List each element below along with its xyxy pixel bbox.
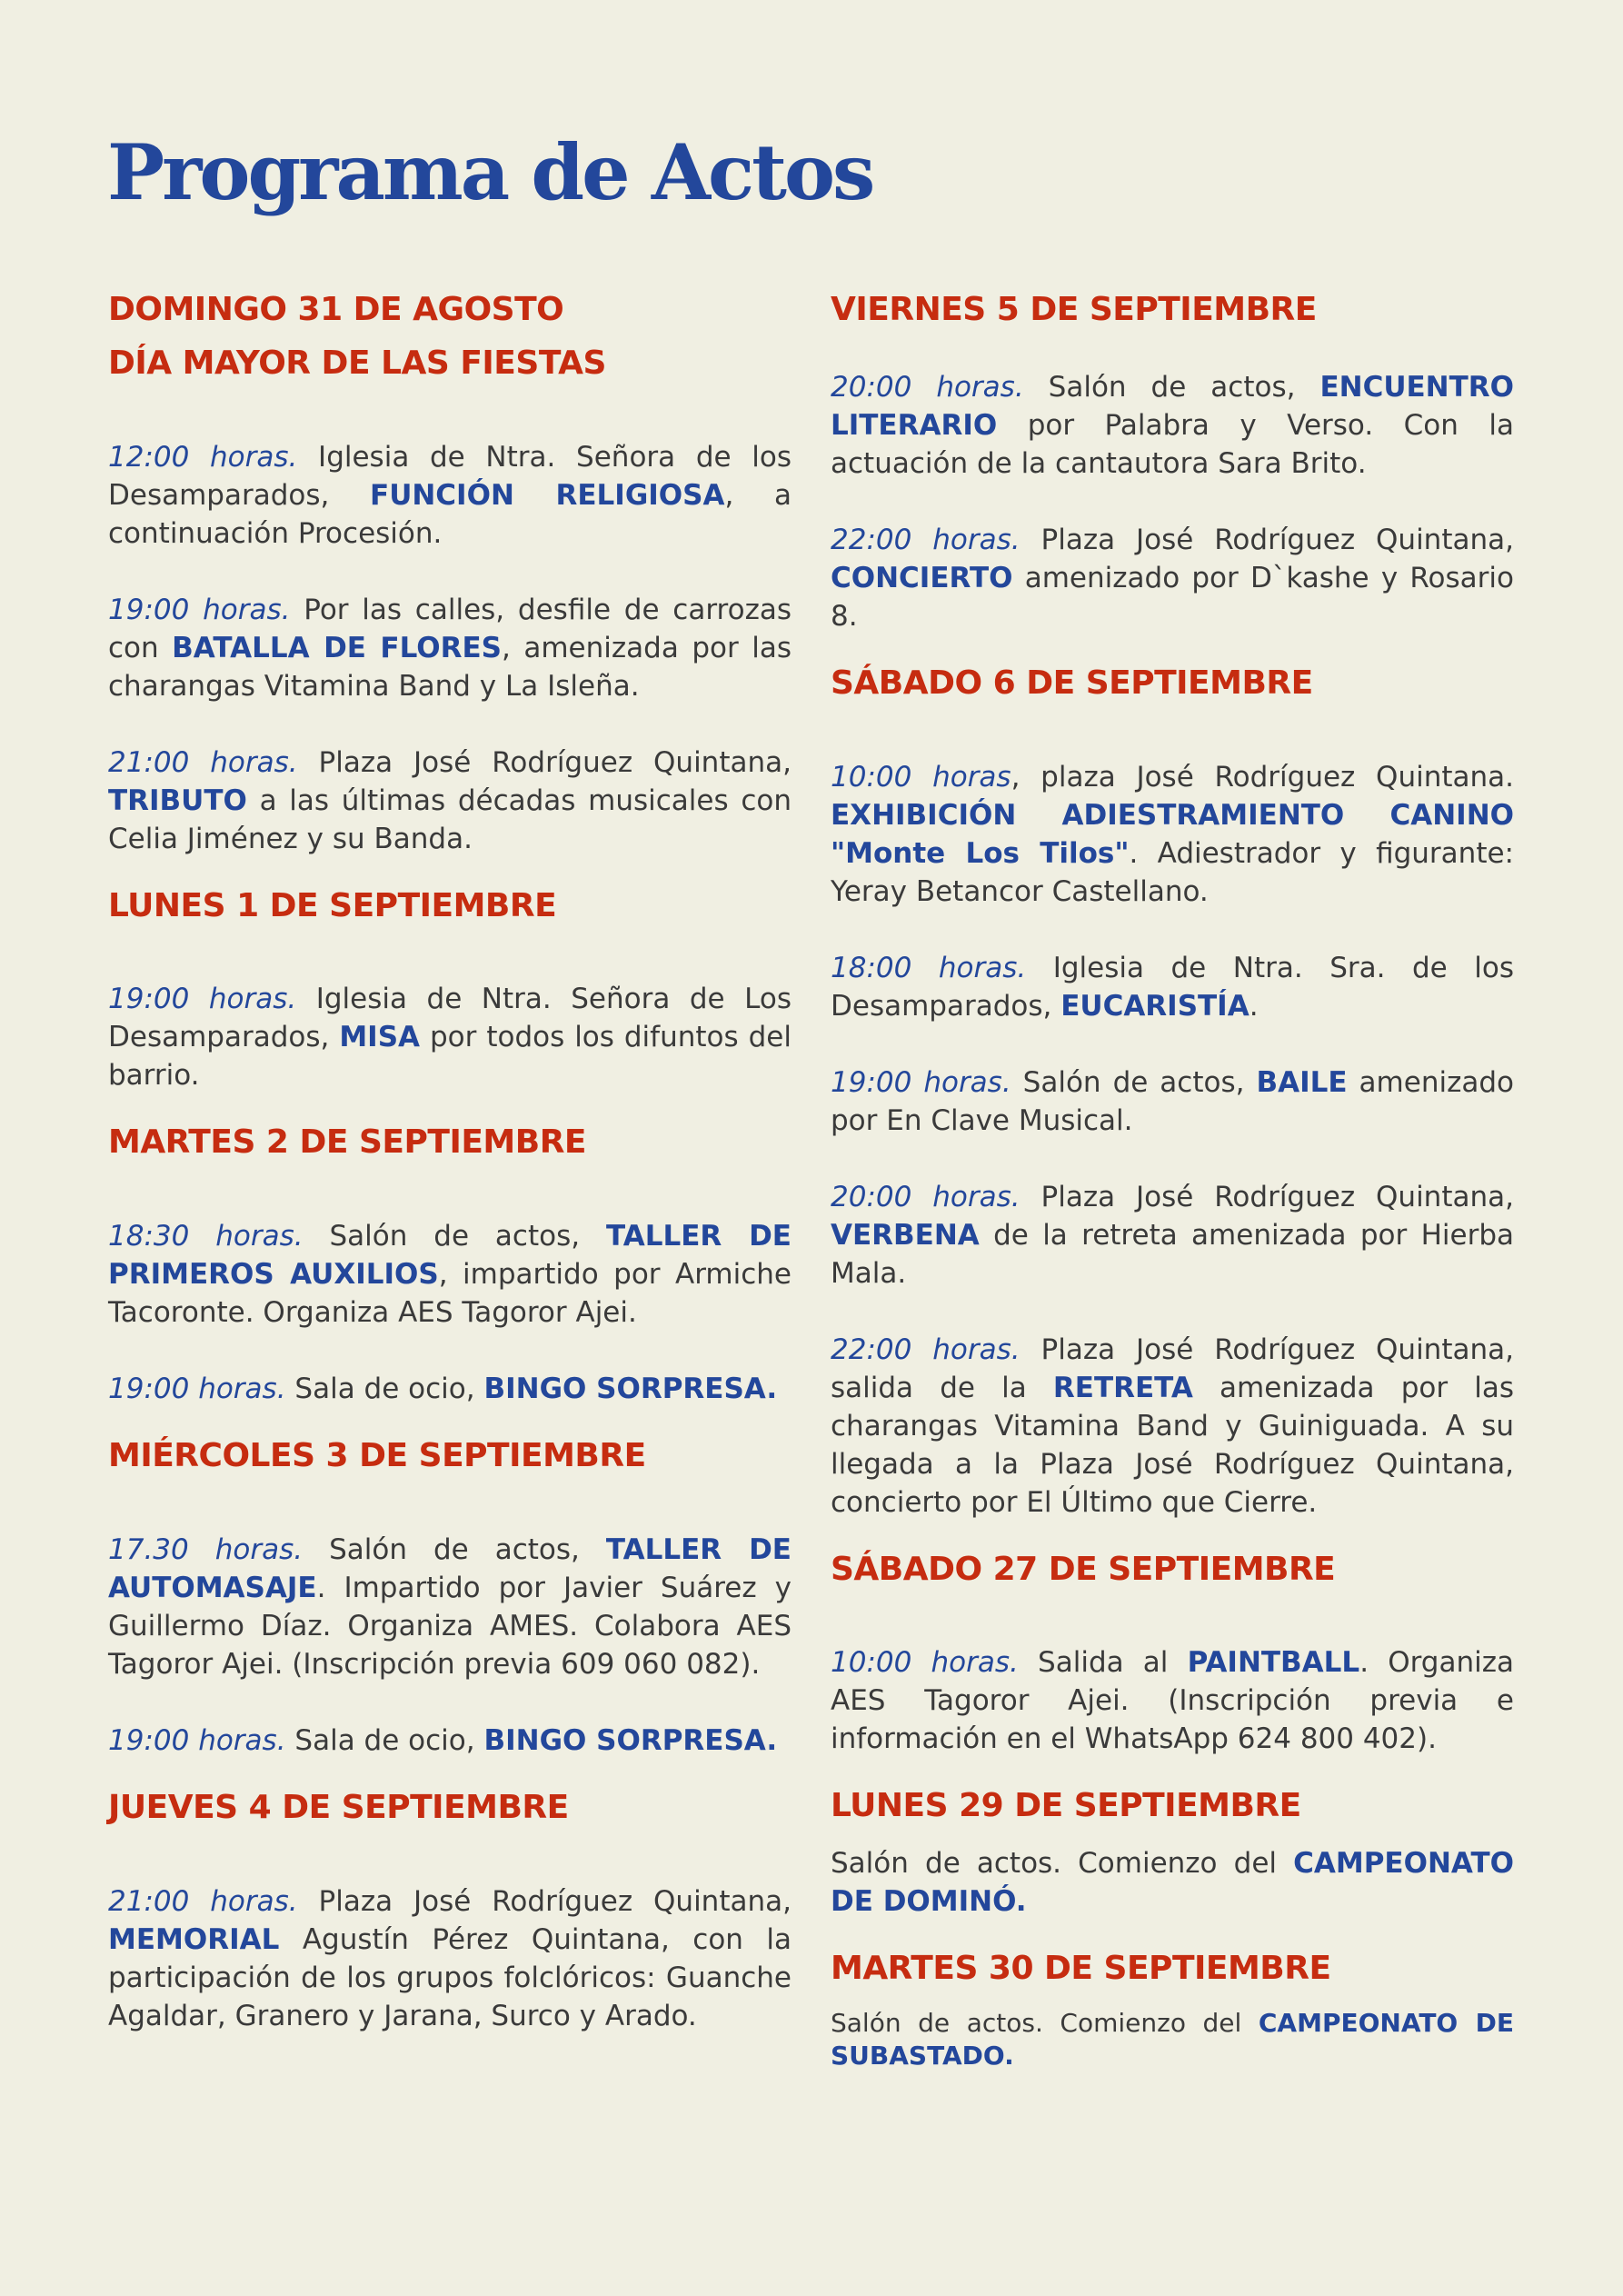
event-text: , a continuación Procesión. [108, 478, 792, 550]
event-highlight: EXHIBICIÓN ADIESTRAMIENTO CANINO "Monte Los Tilos" [831, 798, 1514, 870]
day-subheading: DÍA MAYOR DE LAS FIESTAS [108, 344, 606, 382]
event-highlight: MEMORIAL [108, 1922, 280, 1956]
event-time: 22:00 horas. [831, 1333, 1021, 1366]
event-text: por todos los difuntos del barrio. [108, 1021, 792, 1093]
event-item [108, 1531, 792, 1683]
event-time: 19:00 horas. [108, 1373, 286, 1406]
event-item [831, 758, 1514, 911]
day-section [108, 289, 792, 858]
event-time: 20:00 horas. [831, 370, 1024, 404]
event-highlight: BINGO SORPRESA. [483, 1723, 778, 1757]
event-text: Salón de actos, [1023, 370, 1320, 404]
event-highlight: TALLER DE AUTOMASAJE [108, 1532, 792, 1604]
event-highlight: EUCARISTÍA [1060, 989, 1250, 1023]
event-item [108, 1370, 792, 1408]
day-section [831, 289, 1514, 635]
event-time: 21:00 horas. [108, 1884, 298, 1918]
left-column [108, 289, 792, 2062]
event-item [108, 744, 792, 858]
event-highlight: FUNCIÓN RELIGIOSA [370, 478, 725, 512]
event-time: 19:00 horas. [108, 983, 297, 1016]
event-highlight: BAILE [1256, 1065, 1348, 1099]
day-heading: DOMINGO 31 DE AGOSTO [108, 291, 564, 328]
day-section [831, 1785, 1514, 1921]
day-section [108, 1787, 792, 2035]
event-item [831, 368, 1514, 483]
event-text: Plaza José Rodríguez Quintana, [297, 745, 792, 779]
event-text: Sala de ocio, [285, 1373, 484, 1406]
event-item [108, 1882, 792, 2035]
event-highlight: RETRETA [1052, 1371, 1193, 1404]
event-item [108, 980, 792, 1094]
day-section [108, 1435, 792, 1760]
page-title: Programa de Actos [107, 127, 873, 217]
event-highlight: ENCUENTRO LITERARIO [831, 370, 1514, 442]
event-item [831, 1331, 1514, 1522]
event-item [108, 1217, 792, 1332]
day-heading: VIERNES 5 DE SEPTIEMBRE [831, 291, 1317, 328]
event-highlight: TRIBUTO [108, 784, 247, 817]
event-text: Por las calles, desfile de carrozas con [108, 593, 792, 664]
event-time: 19:00 horas. [108, 593, 291, 626]
event-text: por Palabra y Verso. Con la actuación de la cantautora Sara Brito. [831, 408, 1514, 480]
event-item [108, 1722, 792, 1760]
event-highlight: BATALLA DE FLORES [172, 631, 502, 664]
day-heading: MARTES 2 DE SEPTIEMBRE [108, 1123, 587, 1162]
event-text: Plaza José Rodríguez Quintana, [1020, 1180, 1514, 1213]
event-text: a las últimas décadas musicales con Celia Jiménez y su Banda. [108, 784, 792, 855]
event-time: 19:00 horas. [831, 1065, 1011, 1099]
event-text: amenizado por En Clave Musical. [831, 1065, 1514, 1137]
event-text: Salón de actos, [303, 1220, 606, 1253]
day-heading: SÁBADO 6 DE SEPTIEMBRE [831, 664, 1313, 702]
event-time: 21:00 horas. [108, 745, 298, 779]
event-text: Plaza José Rodríguez Quintana, [297, 1884, 792, 1918]
day-section [108, 885, 792, 1095]
event-text: Salón de actos. Comienzo del [831, 2007, 1259, 2038]
event-item [831, 2007, 1514, 2072]
event-item [831, 1063, 1514, 1140]
right-column [831, 289, 1514, 2100]
event-text: Iglesia de Ntra. Señora de los Desamparados, [108, 440, 792, 512]
event-text: . [1249, 989, 1259, 1023]
event-text: . Adiestrador y figurante: Yeray Betancor Castellano. [831, 836, 1514, 908]
event-text: , impartido por Armiche Tacoronte. Organiza AES Tagoror Ajei. [108, 1258, 792, 1330]
event-item [831, 521, 1514, 635]
event-highlight: VERBENA [831, 1218, 980, 1252]
event-text: amenizada por las charangas Vitamina Band y Guiniguada. A su llegada a la Plaza José Rodríguez Quintana, concierto por El Último que Cierre. [831, 1371, 1515, 1519]
event-text: . Organiza AES Tagoror Ajei. (Inscripción previa e información en el WhatsApp 624 800 402). [831, 1646, 1515, 1756]
event-text: . Impartido por Javier Suárez y Guillermo Díaz. Organiza AMES. Colabora AES Tagoror Ajei. (Inscripción previa 609 060 082). [108, 1571, 792, 1681]
event-text: de la retreta amenizada por Hierba Mala. [831, 1218, 1514, 1290]
event-item [831, 1178, 1514, 1293]
event-text: Sala de ocio, [285, 1723, 484, 1757]
event-time: 22:00 horas. [831, 523, 1021, 556]
day-section [108, 1122, 792, 1408]
event-text: Plaza José Rodríguez Quintana, [1020, 523, 1514, 556]
event-text: Iglesia de Ntra. Sra. de los Desamparados, [831, 951, 1514, 1023]
event-text: Salida al [1018, 1646, 1188, 1680]
event-text: amenizado por D`kashe y Rosario 8. [831, 561, 1514, 633]
event-time: 20:00 horas. [831, 1180, 1021, 1213]
event-highlight: BINGO SORPRESA. [483, 1373, 778, 1406]
day-heading: SÁBADO 27 DE SEPTIEMBRE [831, 1550, 1336, 1588]
event-text: , amenizada por las charangas Vitamina Band y La Isleña. [108, 631, 792, 703]
event-time: 10:00 horas [831, 760, 1011, 794]
event-highlight: CAMPEONATO DE SUBASTADO. [831, 2007, 1515, 2071]
event-time: 19:00 horas. [108, 1723, 286, 1757]
event-text: Salón de actos. Comienzo del [831, 1847, 1294, 1881]
day-heading: JUEVES 4 DE SEPTIEMBRE [108, 1788, 569, 1826]
event-highlight: CONCIERTO [831, 561, 1013, 594]
day-heading: MARTES 30 DE SEPTIEMBRE [831, 1950, 1331, 1988]
day-section [831, 1549, 1514, 1759]
event-highlight: MISA [339, 1021, 421, 1054]
event-item [831, 1844, 1514, 1921]
event-time: 18:30 horas. [108, 1220, 304, 1253]
day-heading: LUNES 1 DE SEPTIEMBRE [108, 886, 557, 924]
event-text: Iglesia de Ntra. Señora de Los Desamparados, [108, 983, 792, 1054]
day-heading: LUNES 29 DE SEPTIEMBRE [831, 1787, 1301, 1825]
event-item [108, 591, 792, 705]
event-highlight: CAMPEONATO DE DOMINÓ. [831, 1847, 1514, 1919]
event-time: 17.30 horas. [108, 1532, 304, 1566]
event-text: , plaza José Rodríguez Quintana. [1011, 760, 1514, 794]
day-heading: MIÉRCOLES 3 DE SEPTIEMBRE [108, 1437, 646, 1475]
event-highlight: TALLER DE PRIMEROS AUXILIOS [108, 1220, 792, 1292]
event-item [108, 438, 792, 553]
event-time: 10:00 horas. [831, 1646, 1019, 1680]
event-time: 12:00 horas. [108, 440, 298, 474]
event-highlight: PAINTBALL [1187, 1646, 1360, 1680]
day-section [831, 663, 1514, 1522]
event-item [831, 1643, 1514, 1758]
event-text: Agustín Pérez Quintana, con la participación de los grupos folclóricos: Guanche Agaldar, Granero y Jarana, Surco y Arado. [108, 1922, 792, 2032]
event-text: Salón de actos, [303, 1532, 606, 1566]
day-section [831, 1948, 1514, 2072]
event-time: 18:00 horas. [831, 951, 1027, 984]
event-text: Plaza José Rodríguez Quintana, salida de la [831, 1333, 1514, 1404]
event-item [831, 949, 1514, 1025]
event-text: Salón de actos, [1011, 1065, 1257, 1099]
